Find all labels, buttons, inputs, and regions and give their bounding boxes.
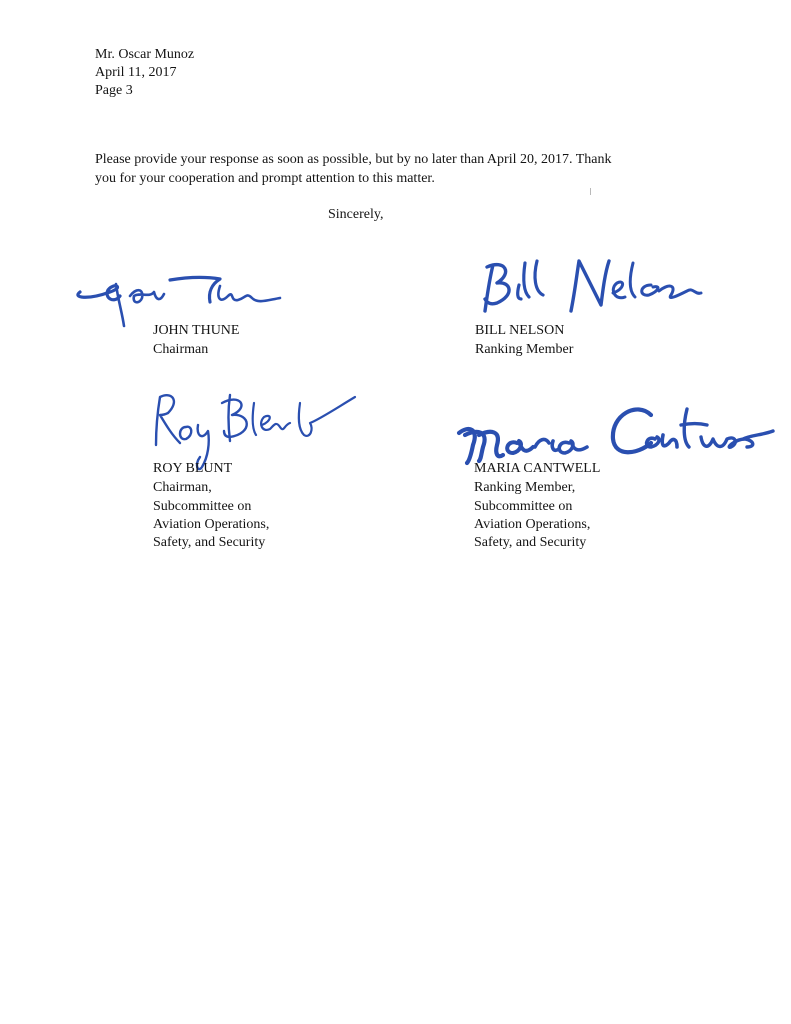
cantwell-title-line-4: Safety, and Security (474, 535, 587, 550)
bill-nelson-signature (475, 255, 715, 320)
body-paragraph-line-2: you for your cooperation and prompt attention to this matter. (95, 171, 435, 186)
blunt-title-line-4: Safety, and Security (153, 535, 266, 550)
blunt-name: ROY BLUNT (153, 461, 233, 476)
recipient-name: Mr. Oscar Munoz (95, 47, 195, 62)
scan-artifact-mark (590, 188, 591, 195)
thune-name: JOHN THUNE (153, 323, 240, 338)
thune-title: Chairman (153, 342, 209, 357)
blunt-title-line-1: Chairman, (153, 480, 212, 495)
cantwell-title-line-3: Aviation Operations, (474, 517, 591, 532)
john-thune-signature (70, 270, 290, 330)
body-paragraph-line-1: Please provide your response as soon as possible, but by no later than April 20, 2017. Thank (95, 152, 612, 167)
cantwell-title-line-2: Subcommittee on (474, 499, 573, 514)
cantwell-title-line-1: Ranking Member, (474, 480, 576, 495)
nelson-title: Ranking Member (475, 342, 574, 357)
letter-date: April 11, 2017 (95, 65, 177, 80)
nelson-name: BILL NELSON (475, 323, 565, 338)
cantwell-name: MARIA CANTWELL (474, 461, 601, 476)
blunt-title-line-3: Aviation Operations, (153, 517, 270, 532)
closing-salutation: Sincerely, (328, 207, 384, 222)
page-number: Page 3 (95, 83, 133, 98)
blunt-title-line-2: Subcommittee on (153, 499, 252, 514)
